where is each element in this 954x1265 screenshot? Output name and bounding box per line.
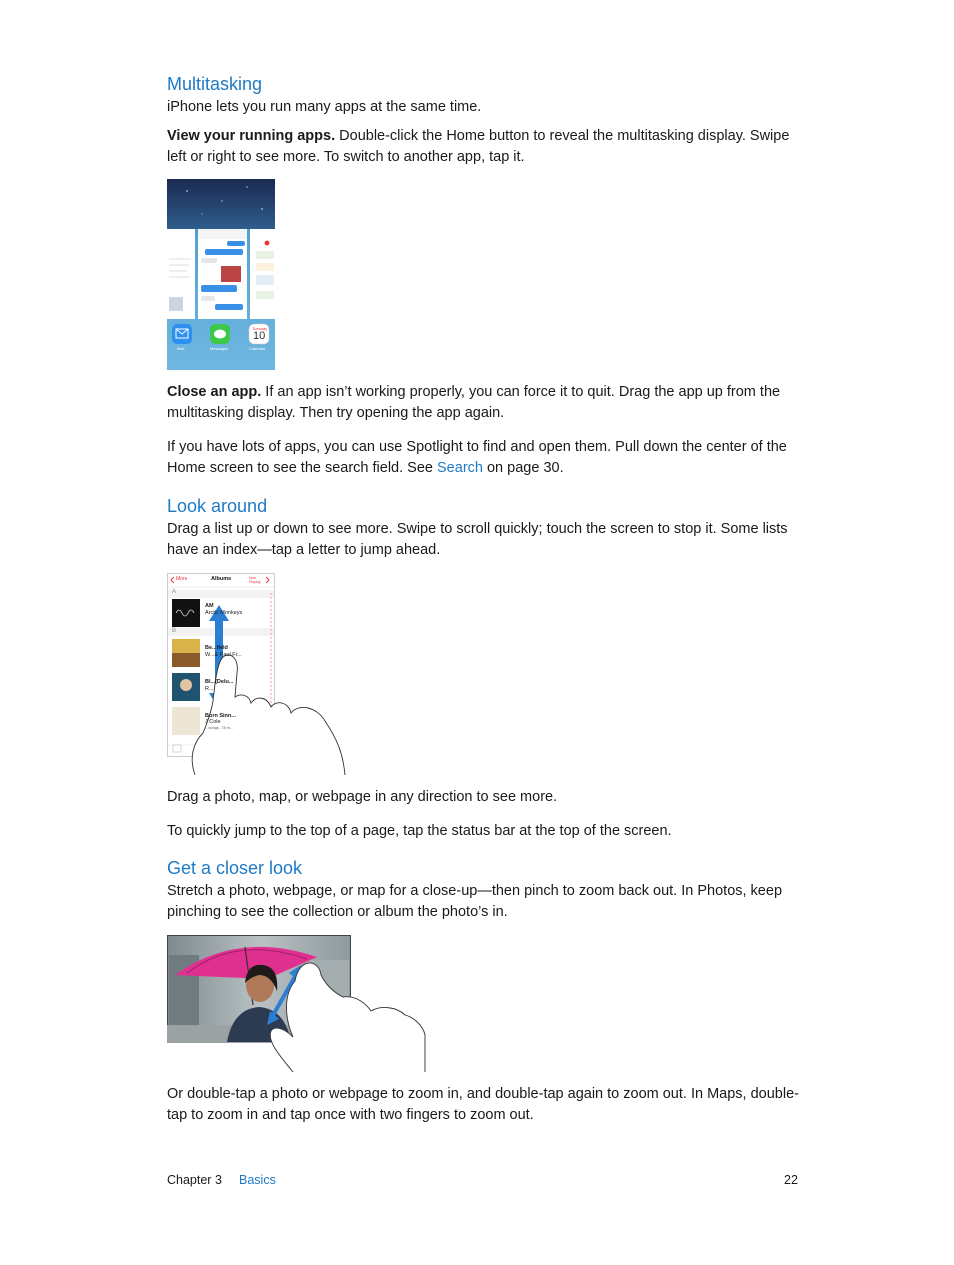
- spotlight-text-b: on page 30.: [482, 460, 564, 476]
- closer-look-intro: Stretch a photo, webpage, or map for a close-up—then pinch to zoom back out. In Photos, keep pinching to see the collection or album the photo’s in.: [167, 883, 783, 920]
- section-heading-look-around: Look around: [167, 496, 268, 516]
- album-row-4[interactable]: [205, 713, 236, 731]
- album-artist: Arctic Monkeys: [205, 610, 243, 616]
- album-meta: ...songs, 78 m...: [205, 725, 234, 730]
- album-artist: J Cole: [205, 719, 221, 725]
- view-apps-text: Double-click the Home button to reveal the multitasking display. Swipe left or right to see more. To switch to another app, tap it.: [167, 128, 790, 165]
- album-row-2[interactable]: [205, 645, 242, 659]
- close-app-lead: Close an app.: [167, 384, 262, 400]
- zoom-photo-figure: [167, 935, 431, 1072]
- albums-illustration: [167, 573, 347, 775]
- view-apps-lead: View your running apps.: [167, 128, 336, 144]
- section-heading-multitasking: Multitasking: [167, 74, 263, 94]
- album-title: Bl...(Delu...: [205, 679, 234, 685]
- album-art-4: [172, 707, 200, 735]
- jump-top-paragraph: To quickly jump to the top of a page, tap the status bar at the top of the screen.: [167, 823, 672, 839]
- back-label[interactable]: More: [176, 576, 188, 582]
- dock-label-messages: Messages: [210, 346, 229, 351]
- section-index-a: A: [172, 589, 177, 595]
- spotlight-text-a: If you have lots of apps, you can use Spotlight to find and open them. Pull down the center of the Home screen to see the search field. See: [167, 439, 787, 476]
- multitasking-figure: [167, 179, 275, 370]
- album-title: Be...field: [205, 645, 228, 651]
- multitasking-intro: iPhone lets you run many apps at the same time.: [167, 99, 482, 115]
- dock-label-calendar: Calendar: [249, 346, 266, 351]
- close-app-paragraph: [167, 382, 807, 424]
- footer-chapter: Chapter 3: [167, 1173, 222, 1187]
- zoom-photo-illustration: [167, 935, 431, 1072]
- close-app-text: If an app isn’t working properly, you can force it to quit. Drag the app up from the multitasking display. Then try opening the app again.: [167, 384, 781, 421]
- dock-label-mail: Mail: [177, 346, 185, 351]
- closer-look-outro: Or double-tap a photo or webpage to zoom in, and double-tap again to zoom out. In Maps, double-tap to zoom in and tap once with two fingers to zoom out.: [167, 1086, 799, 1123]
- albums-title: Albums: [211, 576, 232, 582]
- search-link[interactable]: Search: [437, 460, 483, 476]
- album-row-3[interactable]: [205, 679, 233, 693]
- album-title: AM: [205, 603, 214, 609]
- now-playing-label[interactable]: Now Playing: [249, 576, 261, 584]
- album-title: Born Sinn...: [205, 713, 236, 719]
- footer-page-number: 22: [784, 1173, 798, 1187]
- view-apps-paragraph: [167, 126, 807, 168]
- footer-chapter-link[interactable]: Basics: [239, 1173, 276, 1187]
- calendar-date: 10: [253, 330, 266, 342]
- drag-paragraph: Drag a photo, map, or webpage in any direction to see more.: [167, 789, 558, 805]
- albums-figure: [167, 573, 347, 775]
- album-artist: W...& Paul Fr...: [205, 652, 242, 658]
- spotlight-paragraph: [167, 437, 807, 479]
- calendar-weekday: Tuesday: [252, 326, 268, 331]
- section-index-b: B: [172, 628, 177, 634]
- section-heading-closer-look: Get a closer look: [167, 858, 303, 878]
- look-around-intro: Drag a list up or down to see more. Swipe to scroll quickly; touch the screen to stop it. Some lists have an index—tap a letter to jump ahead.: [167, 521, 788, 558]
- album-artist: R...: [205, 686, 214, 692]
- album-row-am[interactable]: [205, 603, 242, 617]
